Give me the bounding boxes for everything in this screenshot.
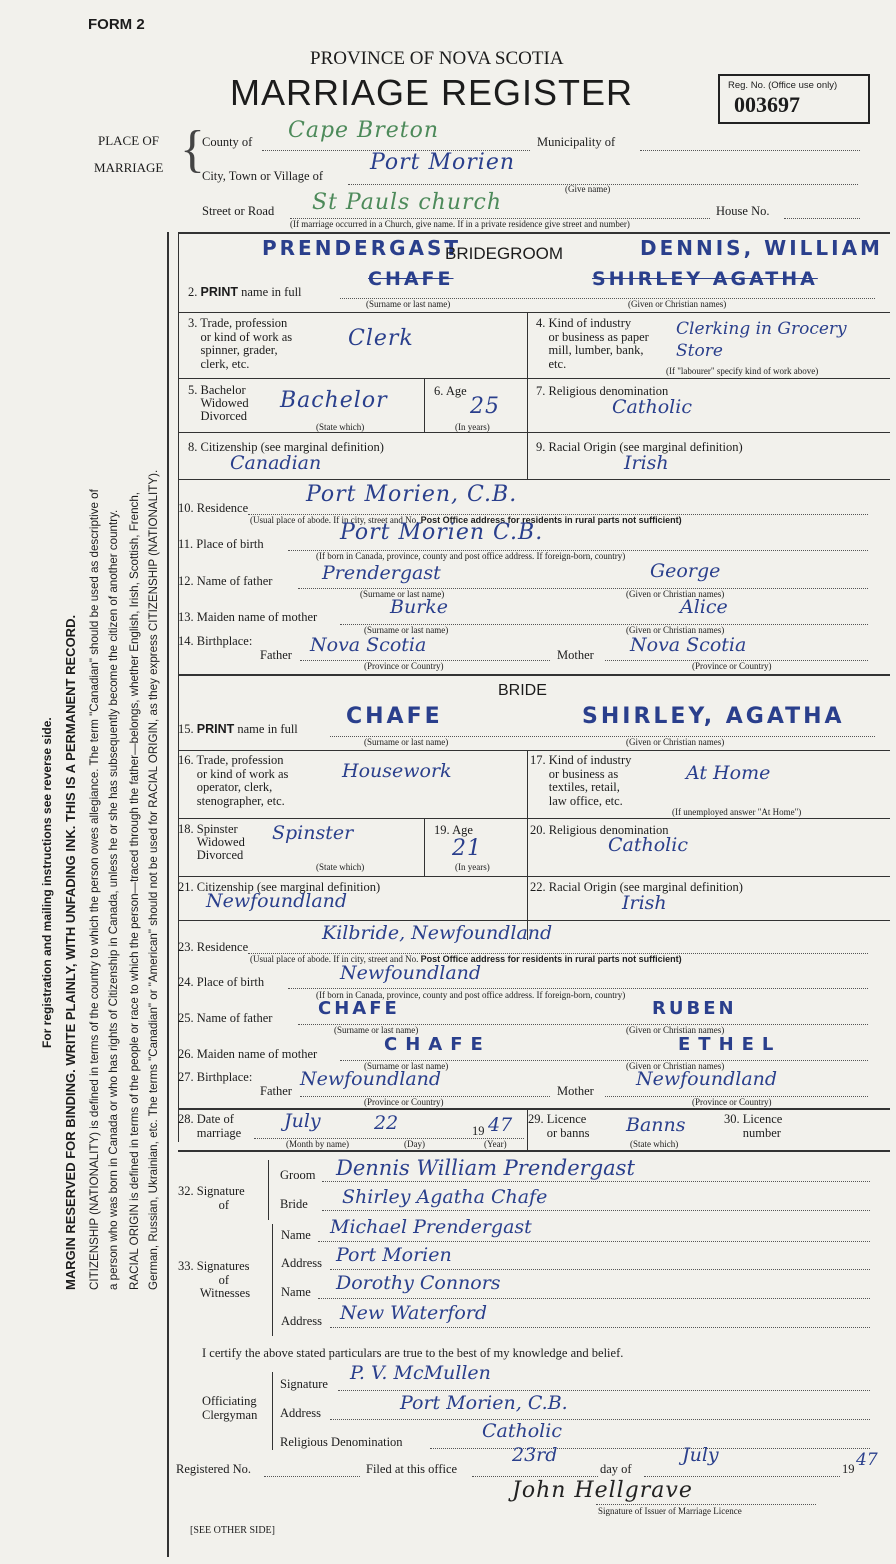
groom-father-birthplace: Nova Scotia — [310, 634, 427, 656]
groom-state-which: (State which) — [316, 422, 365, 432]
certify-statement: I certify the above stated particulars are true to the best of my knowledge and belief. — [202, 1346, 624, 1360]
bride-industry: At Home — [686, 762, 771, 784]
reg-no: 003697 — [734, 92, 800, 117]
f27-label: 27. Birthplace: — [178, 1070, 253, 1084]
year-caption: (Year) — [484, 1139, 507, 1149]
bride-racial: Irish — [622, 892, 667, 914]
witness2-address: New Waterford — [340, 1302, 488, 1324]
day-of-label: day of — [600, 1462, 632, 1476]
bride-residence-note: (Usual place of abode. If in city, street and No. Post Office address for residents in rural parts not sufficient) — [250, 954, 682, 964]
clergy-label: Officiating Clergyman — [202, 1394, 258, 1422]
groom-status: Bachelor — [280, 388, 388, 413]
groom-birth-note: (If born in Canada, province, county and post office address. If foreign-born, country) — [316, 551, 626, 561]
margin-line-2: MARGIN RESERVED FOR BINDING. WRITE PLAINLY, WITH UNFADING INK. THIS IS A PERMANENT RECORD. — [63, 614, 78, 1290]
reg-no-label: Reg. No. (Office use only) — [728, 80, 838, 91]
day-caption: (Day) — [404, 1139, 425, 1149]
groom-industry: Clerking in Grocery Store — [676, 319, 847, 361]
groom-given-struck: SHIRLEY AGATHA — [592, 268, 818, 290]
groom-years: (In years) — [455, 422, 490, 432]
f14-prov-caption-2: (Province or Country) — [692, 661, 772, 671]
filed-day: 23rd — [512, 1444, 558, 1466]
groom-mother-given: Alice — [680, 596, 728, 618]
groom-heading: BRIDEGROOM — [445, 244, 564, 263]
f33-label: 33. Signatures of Witnesses — [178, 1259, 251, 1300]
marriage-year-prefix: 19 — [472, 1124, 485, 1138]
bride-sig-label: Bride — [280, 1197, 308, 1211]
house-no-label: House No. — [716, 204, 770, 218]
f23-label: 23. Residence — [178, 940, 249, 954]
reg-no-box — [718, 74, 870, 124]
municipality-label: Municipality of — [537, 135, 616, 149]
f30-label: 30. Licence number — [724, 1112, 783, 1140]
f10-label: 10. Residence — [178, 501, 249, 515]
f25-label: 25. Name of father — [178, 1011, 273, 1025]
bride-state-which: (State which) — [316, 862, 365, 872]
bride-trade: Housework — [342, 760, 452, 782]
f32-label: 32. Signature of — [178, 1184, 245, 1212]
bride-birthplace: Newfoundland — [340, 962, 482, 984]
f15-label: 15. PRINT name in full — [178, 722, 298, 736]
groom-mother-surname: Burke — [390, 596, 449, 618]
page-title: MARRIAGE REGISTER — [230, 72, 634, 113]
groom-racial: Irish — [624, 452, 669, 474]
province-heading: PROVINCE OF NOVA SCOTIA — [310, 48, 564, 69]
marriage-day: 22 — [374, 1112, 399, 1134]
f25-given-caption: (Given or Christian names) — [626, 1025, 725, 1035]
f20-label: 20. Religious denomination — [530, 823, 669, 837]
bride-age: 21 — [452, 836, 482, 861]
f4-label: 4. Kind of industry or business as paper mill, lumber, bank, etc. — [536, 316, 649, 371]
bride-citizenship: Newfoundland — [206, 890, 348, 912]
f12-given-caption: (Given or Christian names) — [626, 589, 725, 599]
groom-residence: Port Morien, C.B. — [306, 482, 518, 507]
filed-month: July — [682, 1444, 719, 1466]
county-value: Cape Breton — [288, 118, 440, 143]
margin-line-1: For registration and mailing instructions see reverse side. — [40, 717, 54, 1048]
f13-label: 13. Maiden name of mother — [178, 610, 318, 624]
witness1-name: Michael Prendergast — [330, 1216, 532, 1238]
bride-mother-surname: CHAFE — [384, 1034, 491, 1055]
filed-label: Filed at this office — [366, 1462, 458, 1476]
w2-address-label: Address — [281, 1314, 322, 1328]
f29-label: 29. Licence or banns — [528, 1112, 590, 1140]
clergy-denomination: Catholic — [482, 1420, 562, 1442]
groom-age: 25 — [470, 394, 500, 419]
f11-label: 11. Place of birth — [178, 537, 264, 551]
groom-religion: Catholic — [612, 396, 692, 418]
street-value: St Pauls church — [312, 190, 502, 215]
f25-surname-caption: (Surname or last name) — [334, 1025, 419, 1035]
issuer-signature: John Hellgrave — [512, 1478, 693, 1503]
bride-years: (In years) — [455, 862, 490, 872]
groom-given-caption: (Given or Christian names) — [628, 299, 727, 309]
bride-status: Spinster — [272, 822, 354, 844]
margin-line-4: a person who was born in Canada or who has rights of Citizenship in Canada, unless he or she has subsequently become the citizen of another country. — [107, 509, 120, 1290]
margin-line-3: CITIZENSHIP (NATIONALITY) is defined in terms of the country to which the person owes allegiance. The term "Canadian" should be used as descriptive of — [88, 489, 101, 1290]
city-value: Port Morien — [370, 150, 516, 175]
f27-prov-caption-1: (Province or Country) — [364, 1097, 444, 1107]
f19-label: 19. Age — [434, 823, 473, 837]
bride-industry-note: (If unemployed answer "At Home") — [672, 807, 802, 817]
groom-surname-caption: (Surname or last name) — [366, 299, 451, 309]
witness2-name: Dorothy Connors — [336, 1272, 501, 1294]
margin-line-6: German, Russian, Ukrainian, etc. The terms "Canadian" or "American" should not be used for RACIAL ORIGIN, as they express CITIZENSHIP (NATIONALITY). — [147, 469, 160, 1290]
f2-label: 2. PRINT name in full — [188, 285, 302, 299]
groom-given-hw: DENNIS, WILLIAM — [640, 236, 883, 260]
groom-father-surname: Prendergast — [322, 562, 441, 584]
clergy-address-label: Address — [280, 1406, 321, 1420]
filed-year: 47 — [856, 1450, 878, 1470]
w1-address-label: Address — [281, 1256, 322, 1270]
f24-label: 24. Place of birth — [178, 975, 265, 989]
f16-label: 16. Trade, profession or kind of work as operator, clerk, stenographer, etc. — [178, 753, 289, 808]
bride-heading: BRIDE — [498, 682, 547, 699]
f27-mother-label: Mother — [557, 1084, 594, 1098]
groom-residence-note: (Usual place of abode. If in city, street and No. Post Office address for residents in rural parts not sufficient) — [250, 515, 682, 525]
f27-father-label: Father — [260, 1084, 292, 1098]
f14-father-label: Father — [260, 648, 292, 662]
f12-surname-caption: (Surname or last name) — [360, 589, 445, 599]
groom-mother-birthplace: Nova Scotia — [630, 634, 747, 656]
f14-mother-label: Mother — [557, 648, 594, 662]
month-caption: (Month by name) — [286, 1139, 349, 1149]
f7-label: 7. Religious denomination — [536, 384, 669, 398]
bride-father-given: RUBEN — [652, 998, 737, 1019]
groom-citizenship: Canadian — [230, 452, 322, 474]
groom-father-given: George — [650, 560, 721, 582]
licence-or-banns: Banns — [626, 1114, 686, 1136]
margin-line-5: RACIAL ORIGIN is defined in terms of the people or race to which the person—traced through the father—belongs, whether English, Irish, Scottish, French, — [128, 491, 141, 1290]
f22-label: 22. Racial Origin (see marginal definition) — [530, 880, 743, 894]
clergy-signature: P. V. McMullen — [350, 1362, 491, 1384]
bride-signature: Shirley Agatha Chafe — [342, 1186, 548, 1208]
licence-state-which: (State which) — [630, 1139, 679, 1149]
f14-label: 14. Birthplace: — [178, 634, 253, 648]
bride-given: SHIRLEY, AGATHA — [582, 704, 845, 729]
bride-given-caption: (Given or Christian names) — [626, 737, 725, 747]
f28-label: 28. Date of marriage — [178, 1112, 242, 1140]
bride-mother-given: ETHEL — [678, 1034, 782, 1055]
registered-no-label: Registered No. — [176, 1462, 251, 1476]
see-other-side: [SEE OTHER SIDE] — [190, 1525, 275, 1536]
w2-name-label: Name — [281, 1285, 311, 1299]
clergy-address: Port Morien, C.B. — [400, 1392, 568, 1414]
groom-industry-note: (If "labourer" specify kind of work above) — [666, 366, 819, 376]
f5-label: 5. Bachelor Widowed Divorced — [188, 383, 249, 423]
give-name-caption: (Give name) — [565, 184, 611, 194]
groom-surname-struck: CHAFE — [368, 268, 454, 290]
bride-surname-caption: (Surname or last name) — [364, 737, 449, 747]
f27-prov-caption-2: (Province or Country) — [692, 1097, 772, 1107]
clergy-sig-label: Signature — [280, 1377, 328, 1391]
groom-sig-label: Groom — [280, 1168, 316, 1182]
f13-surname-caption: (Surname or last name) — [364, 625, 449, 635]
bride-residence: Kilbride, Newfoundland — [322, 922, 553, 944]
f14-prov-caption-1: (Province or Country) — [364, 661, 444, 671]
f21-label: 21. Citizenship (see marginal definition) — [178, 880, 381, 894]
bride-mother-birthplace: Newfoundland — [636, 1068, 778, 1090]
f18-label: 18. Spinster Widowed Divorced — [178, 822, 245, 862]
brace: { — [180, 121, 205, 178]
f8-label: 8. Citizenship (see marginal definition) — [188, 440, 384, 454]
f9-label: 9. Racial Origin (see marginal definition) — [536, 440, 743, 454]
place-of-label: PLACE OF — [98, 133, 160, 148]
marriage-year: 47 — [488, 1114, 513, 1136]
street-label: Street or Road — [202, 204, 275, 218]
city-label: City, Town or Village of — [202, 169, 324, 183]
groom-trade: Clerk — [348, 326, 414, 351]
place-note: (If marriage occurred in a Church, give name. If in a private residence give street and number) — [290, 219, 630, 229]
w1-name-label: Name — [281, 1228, 311, 1242]
county-label: County of — [202, 135, 253, 149]
bride-father-birthplace: Newfoundland — [300, 1068, 442, 1090]
marriage-label: MARRIAGE — [94, 160, 164, 175]
f26-label: 26. Maiden name of mother — [178, 1047, 318, 1061]
f13-given-caption: (Given or Christian names) — [626, 625, 725, 635]
groom-surname-hw: PRENDERGAST — [262, 236, 462, 260]
bride-father-surname: CHAFE — [318, 998, 400, 1019]
witness1-address: Port Morien — [336, 1244, 452, 1266]
f3-label: 3. Trade, profession or kind of work as spinner, grader, clerk, etc. — [188, 316, 293, 371]
groom-signature: Dennis William Prendergast — [336, 1156, 635, 1180]
form-number: FORM 2 — [88, 16, 145, 33]
marriage-month: July — [284, 1110, 321, 1132]
f12-label: 12. Name of father — [178, 574, 273, 588]
denomination-label: Religious Denomination — [280, 1435, 403, 1449]
bride-surname: CHAFE — [346, 704, 443, 729]
groom-birthplace: Port Morien C.B. — [340, 520, 544, 545]
bride-birth-note: (If born in Canada, province, county and post office address. If foreign-born, country) — [316, 990, 626, 1000]
filed-year-prefix: 19 — [842, 1462, 855, 1476]
f17-label: 17. Kind of industry or business as textiles, retail, law office, etc. — [530, 753, 632, 808]
bride-religion: Catholic — [608, 834, 688, 856]
f6-label: 6. Age — [434, 384, 467, 398]
f26-given-caption: (Given or Christian names) — [626, 1061, 725, 1071]
f26-surname-caption: (Surname or last name) — [364, 1061, 449, 1071]
issuer-caption: Signature of Issuer of Marriage Licence — [598, 1506, 742, 1516]
